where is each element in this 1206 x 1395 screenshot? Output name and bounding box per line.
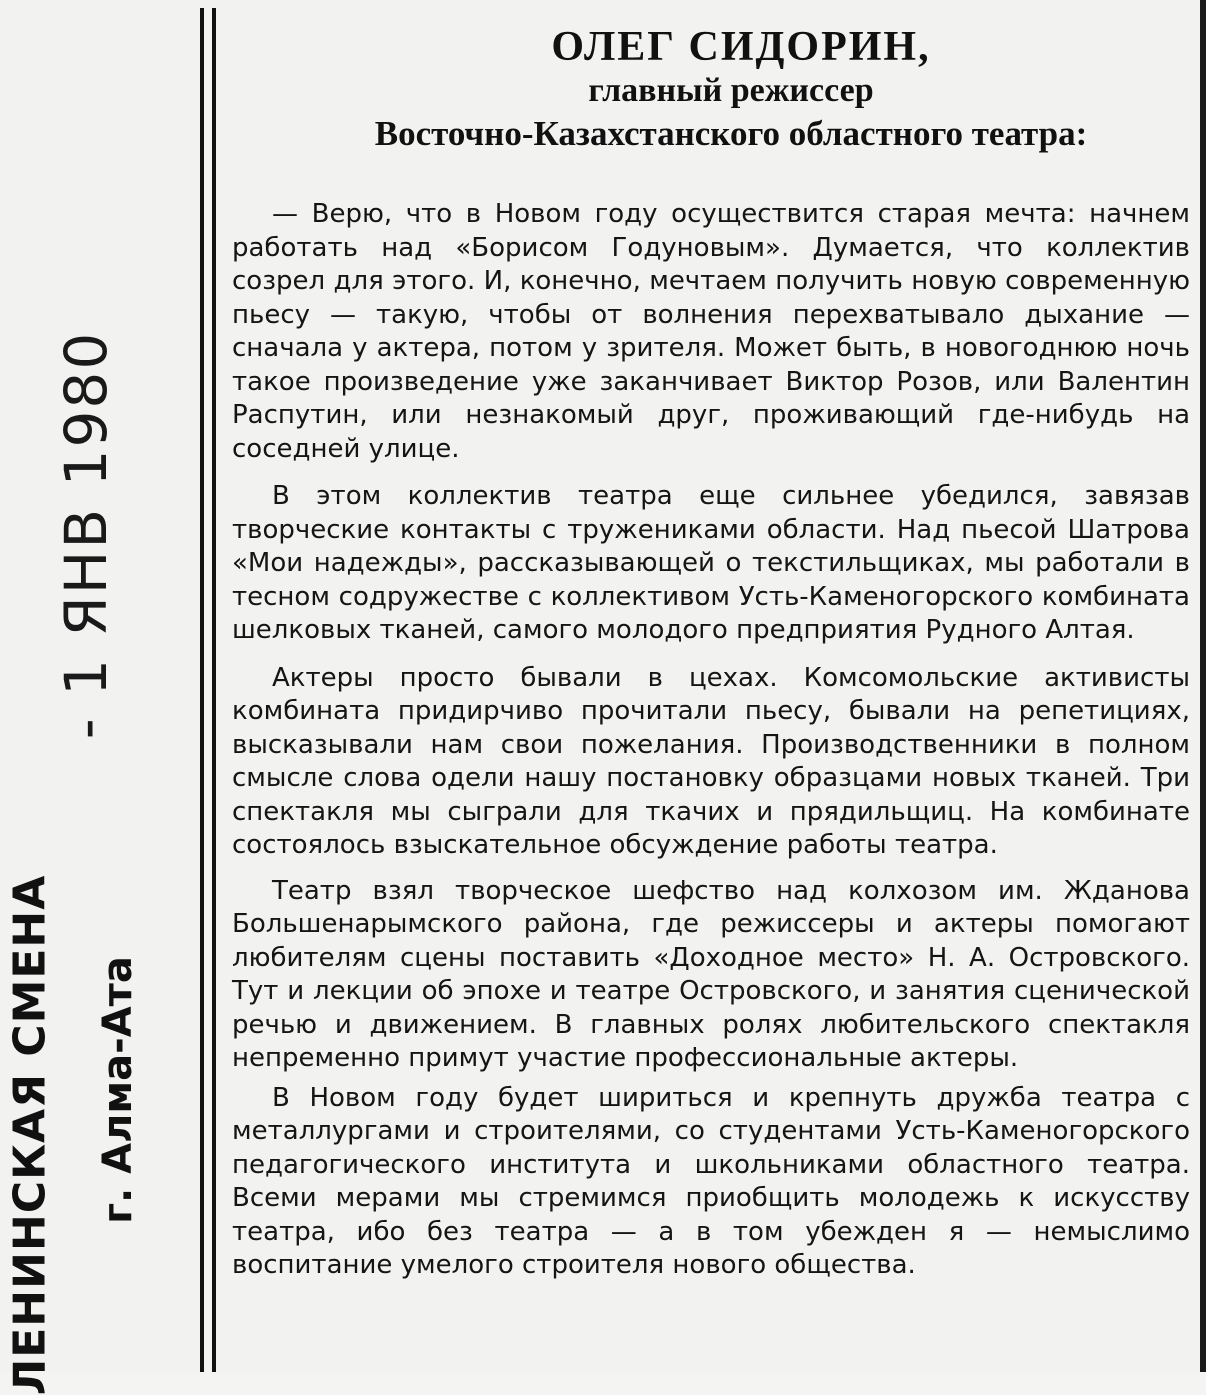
paragraph: В этом коллектив театра еще сильнее убедился, завязав творческие контакты с тружениками области. Над пьесой Шатрова «Мои надежды», рассказывающей о текстильщиках, мы работали в тесном содружестве с коллективом Усть-Каменогорского комбината шелковых тканей, самого молодого предприятия Рудного Алтая. (232, 481, 1190, 645)
archive-margin (0, 0, 200, 1395)
author-name: ОЛЕГ СИДОРИН, (551, 24, 931, 70)
author-role: главный режиссер (588, 72, 874, 109)
author-organization: Восточно-Казахстанского областного театра: (374, 114, 1088, 153)
newspaper-stamp (0, 874, 60, 1395)
article-headline (232, 24, 1190, 156)
paragraph: В Новом году будет шириться и крепнуть дружба театра с металлургами и строителями, со студентами Усть-Каменогорского педагогического института и школьниками областного театра. Всеми мерами мы стремимся приобщить молодежь к искусству театра, ибо без театра — а в том убежден я — немыслимо воспитание умелого строителя нового общества. (232, 1082, 1190, 1280)
paragraph: — Верю, что в Новом году осуществится старая мечта: начнем работать над «Борисом Годуновым». Думается, что коллектив созрел для этого. И, конечно, мечтаем получить новую современную пьесу — такую, чтобы от волнения перехватывало дыхание — сначала у актера, потом у зрителя. Может быть, в новогоднюю ночь такое произведение уже заканчивает Виктор Розов, или Валентин Распутин, или незнакомый друг, проживающий где-нибудь на соседней улице. (232, 199, 1190, 464)
date-stamp-text: - 1 ЯНВ 1980 (52, 330, 120, 740)
column-rule-outer (200, 8, 204, 1372)
column-rule-right (1200, 0, 1206, 1372)
newspaper-stamp-text: ЛЕНИНСКАЯ СМЕНА (4, 874, 56, 1395)
article-body (232, 198, 1190, 1283)
city-stamp-text: г. Алма-Ата (95, 956, 141, 1224)
article (232, 24, 1190, 1297)
paragraph: Актеры просто бывали в цехах. Комсомольские активисты комбината придирчиво прочитали пьесу, бывали на репетициях, высказывали нам свои пожелания. Производственники в полном смысле слова одели нашу постановку образцами новых тканей. Три спектакля мы сыграли для ткачих и прядильщиц. На комбинате состоялось взыскательное обсуждение работы театра. (232, 662, 1190, 860)
date-stamp (40, 330, 132, 740)
city-stamp (88, 956, 148, 1224)
column-rule-inner (212, 8, 216, 1372)
paragraph: Театр взял творческое шефство над колхозом им. Жданова Большенарымского района, где режиссеры и актеры помогают любителям сцены поставить «Доходное место» Н. А. Островского. Тут и лекции об эпохе и театре Островского, и занятия сценической речью и движением. В главных ролях любительского спектакля непременно примут участие профессиональные актеры. (232, 875, 1190, 1073)
